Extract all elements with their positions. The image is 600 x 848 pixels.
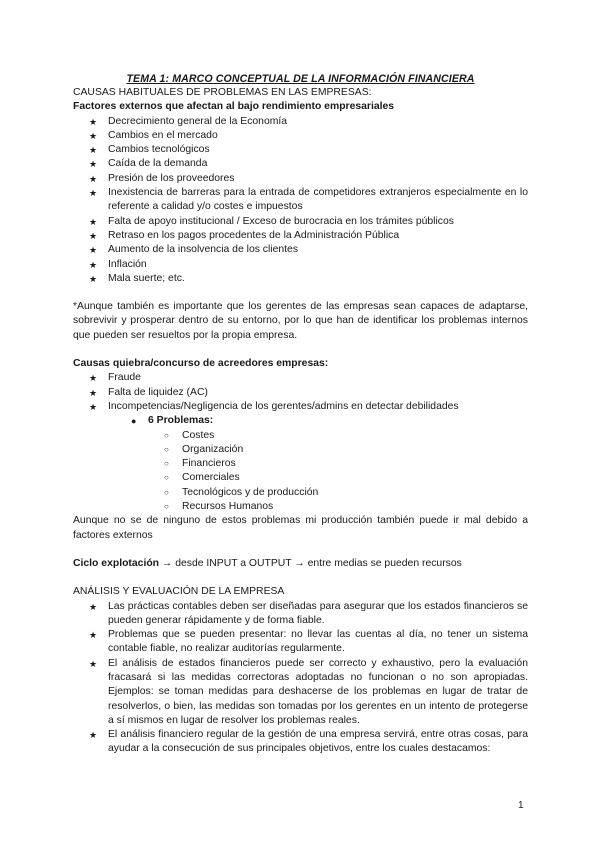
bullet-circle-icon: ○ — [164, 444, 169, 454]
list-item-text: Cambios tecnológicos — [108, 144, 210, 156]
external-factors-note: Aunque no se de ninguno de estos problemas mi producción también puede ir mal debido a factores externos — [73, 515, 528, 541]
list-item — [73, 157, 528, 171]
list-item — [73, 400, 528, 414]
list-item-text: Presión de los proveedores — [108, 172, 235, 184]
list-item — [73, 414, 528, 428]
list-item-text: Falta de liquidez (AC) — [108, 386, 208, 398]
bullet-star-icon: ★ — [89, 145, 98, 156]
list-item — [73, 429, 528, 443]
page-content — [73, 72, 528, 757]
list-item — [73, 371, 528, 385]
bullet-star-icon: ★ — [89, 373, 98, 384]
bullet-circle-icon: ○ — [164, 473, 169, 483]
bullet-star-icon: ★ — [89, 216, 98, 227]
list-item-text: El análisis de estados financieros puede ser correcto y exhaustivo, pero la evaluación fracasará si las medidas correctoras adoptadas no funcionan o no son apropiadas. Ejemplos: se toman medidas para deshacerse de los problemas en lugar de tratar de resolverlos, o bien, las medidas son tomadas por los gerentes en un intento de protegerse a sí mismos en lugar de resolver los problemas reales. — [108, 657, 528, 726]
cycle-line — [73, 557, 528, 571]
list-item-text: Cambios en el mercado — [108, 129, 218, 141]
list-item-text: Decrecimiento general de la Economía — [108, 115, 288, 127]
note-paragraph: *Aunque también es importante que los gerentes de las empresas sean capaces de adaptarse, sobrevivir y prosperar dentro de su entorno, por lo que han de identificar los problemas internos que pueden ser resueltos por la propia empresa. — [73, 301, 528, 341]
list-item — [73, 728, 528, 757]
bullet-star-icon: ★ — [89, 401, 98, 412]
bullet-circle-icon: ○ — [164, 502, 169, 512]
list-item-text: Tecnológicos y de producción — [182, 486, 319, 498]
list-item — [73, 386, 528, 400]
cycle-label: Ciclo explotación — [73, 557, 160, 569]
bullet-star-icon: ★ — [89, 245, 98, 256]
bullet-star-icon: ★ — [89, 630, 98, 641]
page-number: 1 — [518, 800, 524, 811]
list-item — [73, 272, 528, 286]
bullet-star-icon: ★ — [89, 658, 98, 669]
list-item-text: Inexistencia de barreras para la entrada de competidores extranjeros especialmente en lo referente a calidad y/o costes e impuestos — [108, 187, 528, 213]
bullet-star-icon: ★ — [89, 116, 98, 127]
list-item-text: Problemas que se pueden presentar: no llevar las cuentas al día, no tener un sistema contable fiable, no realizar auditorías regularmente. — [108, 629, 528, 655]
bullet-star-icon: ★ — [89, 188, 98, 199]
bankruptcy-causes-list — [73, 371, 528, 414]
list-item — [73, 115, 528, 129]
bullet-circle-icon: ○ — [164, 487, 169, 497]
section-heading-causes: CAUSAS HABITUALES DE PROBLEMAS EN LAS EMPRESAS: — [73, 87, 372, 98]
bullet-star-icon: ★ — [89, 601, 98, 612]
bullet-star-icon: ★ — [89, 173, 98, 184]
list-item — [73, 628, 528, 657]
bullet-circle-icon: ○ — [164, 430, 169, 440]
list-item-text: Aumento de la insolvencia de los clientes — [108, 244, 299, 256]
list-item-text: Fraude — [108, 372, 141, 384]
external-factors-list — [73, 115, 528, 287]
subheading-external-factors: Factores externos que afectan al bajo rendimiento empresariales — [73, 101, 395, 113]
list-item — [73, 443, 528, 457]
bullet-star-icon: ★ — [89, 259, 98, 270]
list-item — [73, 457, 528, 471]
list-item — [73, 186, 528, 215]
bullet-dot-icon: ● — [131, 416, 137, 427]
list-item-text: Costes — [182, 429, 215, 441]
bullet-star-icon: ★ — [89, 159, 98, 170]
list-item-text: Incompetencias/Negligencia de los gerentes/admins en detectar debilidades — [108, 400, 459, 412]
list-item-text: Falta de apoyo institucional / Exceso de burocracia en los trámites públicos — [108, 215, 454, 227]
document-title: TEMA 1: MARCO CONCEPTUAL DE LA INFORMACIÓN FINANCIERA — [126, 73, 475, 85]
list-item — [73, 471, 528, 485]
list-item — [73, 129, 528, 143]
bullet-star-icon: ★ — [89, 387, 98, 398]
list-item-text: Caída de la demanda — [108, 158, 208, 170]
list-item — [73, 172, 528, 186]
list-item-text: Inflación — [108, 258, 147, 270]
cycle-text: → desde INPUT a OUTPUT → entre medias se pueden recursos — [159, 557, 462, 569]
list-item — [73, 600, 528, 629]
list-item — [73, 229, 528, 243]
list-item — [73, 657, 528, 728]
list-item-text: Retraso en los pagos procedentes de la Administración Pública — [108, 229, 400, 241]
list-item-text: Financieros — [182, 458, 236, 470]
list-item-text: Organización — [182, 443, 244, 455]
problems-group — [73, 414, 528, 428]
list-item-text: Recursos Humanos — [182, 501, 274, 513]
list-item — [73, 486, 528, 500]
list-item-text: El análisis financiero regular de la gestión de una empresa servirá, entre otras cosas, para ayudar a la consecución de sus principales objetivos, entre los cuales destacamos: — [108, 729, 528, 755]
bullet-star-icon: ★ — [89, 273, 98, 284]
analysis-list — [73, 600, 528, 757]
bullet-star-icon: ★ — [89, 130, 98, 141]
bullet-star-icon: ★ — [89, 230, 98, 241]
list-item — [73, 500, 528, 514]
problems-list — [73, 429, 528, 515]
bullet-circle-icon: ○ — [164, 459, 169, 469]
list-item-text: Las prácticas contables deben ser diseñadas para asegurar que los estados financieros se pueden generar rápidamente y de forma fiable. — [108, 600, 528, 626]
list-item-text: Comerciales — [182, 472, 240, 484]
list-item — [73, 258, 528, 272]
section-heading-bankruptcy: Causas quiebra/concurso de acreedores empresas: — [73, 358, 329, 370]
list-item-text: Mala suerte; etc. — [108, 272, 185, 284]
list-item — [73, 143, 528, 157]
list-item — [73, 215, 528, 229]
problems-heading: 6 Problemas: — [148, 415, 214, 427]
bullet-star-icon: ★ — [89, 730, 98, 741]
list-item — [73, 243, 528, 257]
section-heading-analysis: ANÁLISIS Y EVALUACIÓN DE LA EMPRESA — [73, 586, 285, 598]
